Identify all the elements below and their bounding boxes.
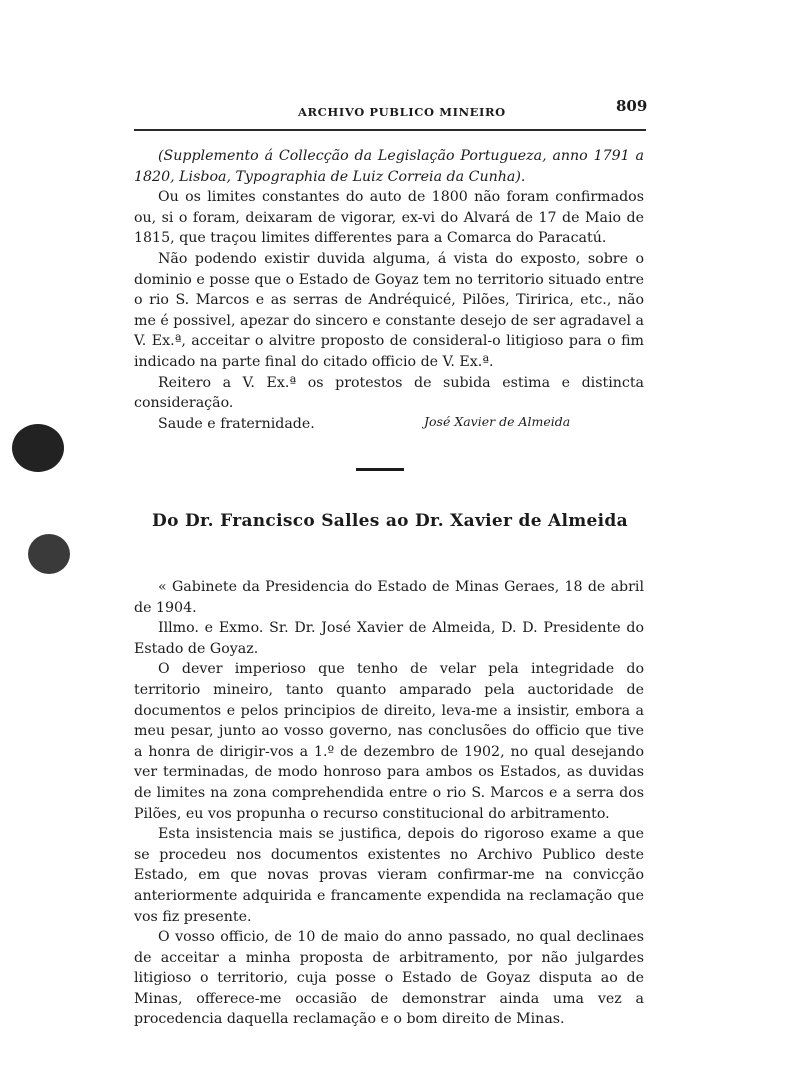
paragraph: Illmo. e Exmo. Sr. Dr. José Xavier de Almeida, D. D. Presidente do Estado de Goyaz.	[134, 620, 644, 657]
paragraph: Saude e fraternidade.	[158, 415, 315, 432]
letter-1-body	[134, 146, 644, 434]
binding-hole	[28, 534, 70, 574]
paragraph: O vosso officio, de 10 de maio do anno passado, no qual declinaes de acceitar a minha proposta de arbitramento, por não julgardes litigioso o territorio, cuja posse o Estado de Goyaz disputa ao de Minas, offerece-me occasião de demonstrar ainda uma vez a procedencia daquella reclamação e o bom direito de Minas.	[134, 929, 644, 1028]
paragraph: Não podendo existir duvida alguma, á vista do exposto, sobre o dominio e posse que o Estado de Goyaz tem no territorio situado entre o rio S. Marcos e as serras de Andréquicé, Pilões, Tiririca, etc., não me é possivel, apezar do sincero e constante desejo de ser agradavel a V. Ex.ª, acceitar o alvitre proposto de consideral-o litigioso para o fim indicado na parte final do citado officio de V. Ex.ª.	[134, 250, 644, 370]
signature: José Xavier de Almeida	[424, 414, 571, 429]
letter-2-body	[134, 577, 644, 1030]
citation: (Supplemento á Collecção da Legislação Portugueza, anno 1791 a 1820, Lisboa, Typographia de Luiz Correia da Cunha).	[134, 148, 644, 185]
paragraph: « Gabinete da Presidencia do Estado de Minas Geraes, 18 de abril de 1904.	[134, 579, 644, 616]
paragraph: Ou os limites constantes do auto de 1800 não foram confirmados ou, si o foram, deixaram de vigorar, ex-vi do Alvará de 17 de Maio de 1815, que traçou limites differentes para a Comarca do Paracatú.	[134, 189, 644, 247]
paragraph: Reitero a V. Ex.ª os protestos de subida estima e distincta consideração.	[134, 374, 644, 412]
paragraph: O dever imperioso que tenho de velar pela integridade do territorio mineiro, tanto quanto amparado pela auctoridade de documentos e pelos principios de direito, leva-me a insistir, embora a meu pesar, junto ao vosso governo, nas conclusões do officio que tive a honra de dirigir-vos a 1.º de dezembro de 1902, no qual desejando ver terminadas, de modo honroso para ambos os Estados, as duvidas de limites na zona comprehendida entre o rio S. Marcos e a serra dos Pilões, eu vos propunha o recurso constitucional do arbitramento.	[134, 661, 644, 822]
header-rule	[134, 129, 646, 131]
paragraph: Esta insistencia mais se justifica, depois do rigoroso exame a que se procedeu nos documentos existentes no Archivo Publico deste Estado, em que novas provas vieram confirmar-me na convicção anteriormente adquirida e francamente expendida na reclamação que vos fiz presente.	[134, 826, 644, 925]
page-number: 809	[616, 97, 648, 115]
running-title: ARCHIVO PUBLICO MINEIRO	[298, 105, 506, 119]
section-divider	[356, 468, 404, 471]
binding-hole	[12, 424, 64, 472]
section-title: Do Dr. Francisco Salles ao Dr. Xavier de Almeida	[152, 511, 628, 531]
